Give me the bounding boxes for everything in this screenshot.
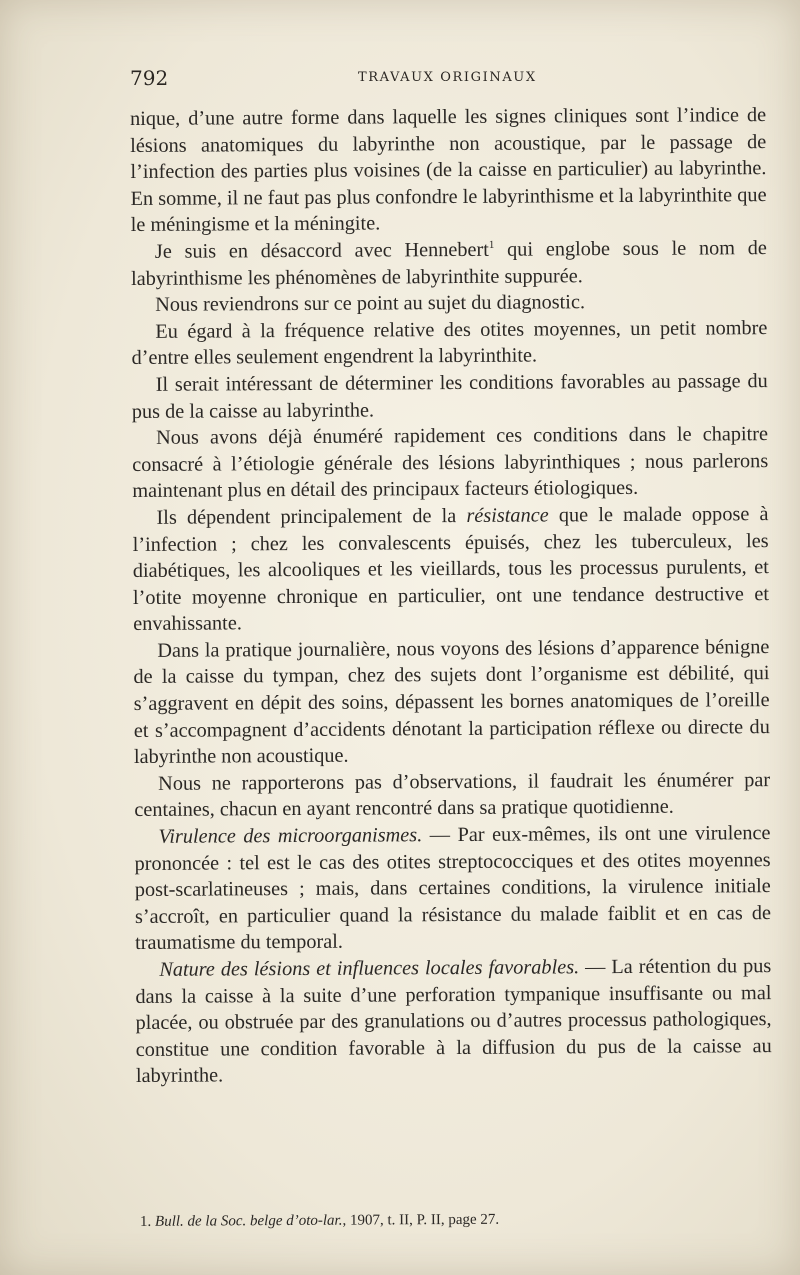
footnote-source: Bull. de la Soc. belge d’oto-lar. (154, 1212, 343, 1230)
paragraph (131, 235, 767, 292)
paragraph-text: Il serait intéressant de déterminer les conditions favorables au passage du pus de la caisse au labyrinthe. (131, 370, 768, 423)
paragraph-text: Ils dépendent principalement de la (156, 504, 467, 529)
paragraph-text: nique, d’une autre forme dans laquelle les signes cliniques sont l’indice de lésions anatomiques du labyrinthe non acoustique, par le passage de l’infection des parties plus voisines (de la caisse en particulier) au labyrinthe. En somme, il ne faut pas plus confondre le labyrinthisme et la labyrinthite que le méningisme et la méningite. (130, 104, 767, 237)
paragraph-text: Nous avons déjà énuméré rapidement ces conditions dans le chapitre consacré à l’étiologie générale des lésions labyrinthiques ; nous parlerons maintenant plus en détail des principaux facteurs étiologiques. (132, 423, 769, 503)
paragraph (134, 820, 771, 957)
italic-term: résistance (466, 504, 549, 527)
paragraph (130, 102, 767, 239)
page-header (130, 66, 766, 96)
paragraph-text: Je suis en désaccord avec Hennebert (154, 238, 489, 263)
footnote (140, 1210, 760, 1231)
page-number: 792 (130, 66, 169, 90)
running-head: TRAVAUX ORIGINAUX (358, 70, 537, 85)
paragraph (132, 368, 768, 425)
paragraph (132, 421, 768, 505)
paragraph-text: — La rétention du pus dans la caisse à la suite d’une perforation tympanique insuffisante ou mal placée, ou obstruée par des granulations ou d’autres processus pathologiques, constitue une condition favorable à la diffusion du pus de la caisse au labyrinthe. (135, 955, 772, 1088)
section-heading-italic: Nature des lésions et influences locales favorables. (159, 956, 580, 981)
section-heading-italic: Virulence des microorganismes. (158, 824, 423, 848)
paragraph-text: — Par eux-mêmes, ils ont une virulence prononcée : tel est le cas des otites streptococciques et des otites moyennes post-scarlatineuses ; mais, dans certaines conditions, la virulence initiale s’accroît, en particulier quand la résistance du malade faiblit et en cas de traumatisme du temporal. (134, 822, 772, 955)
paragraph (134, 767, 770, 824)
paragraph (131, 288, 767, 318)
paragraph-text: Nous reviendrons sur ce point au sujet du diagnostic. (155, 291, 586, 317)
paragraph-text: Eu égard à la fréquence relative des otites moyennes, un petit nombre d’entre elles seulement engendrent la labyrinthite. (131, 316, 768, 370)
paragraph (135, 953, 772, 1090)
paragraph-text: Nous ne rapporterons pas d’observations, il faudrait les énumérer par centaines, chacun en ayant rencontré dans sa pratique quotidienne. (134, 768, 771, 822)
footnote-marker: 1 (488, 238, 495, 252)
paragraph (131, 315, 767, 372)
paragraph-text: qui englobe sous le nom de labyrinthisme les phénomènes de labyrinthite suppurée. (130, 237, 767, 290)
paragraph (133, 634, 770, 771)
body-text (130, 102, 772, 1090)
footnote-number: 1. (139, 1213, 152, 1230)
paragraph (132, 501, 769, 638)
paragraph-text: Dans la pratique journalière, nous voyons des lésions d’apparence bénigne de la caisse du tympan, chez des sujets dont l’organisme est débilité, qui s’aggravent en dépit des soins, dépassent les bornes anatomiques de l’oreille et s’accompagnent d’accidents dénotant la participation réflexe ou directe du labyrinthe non acoustique. (133, 635, 770, 769)
footnote-text: , 1907, t. II, P. II, page 27. (342, 1211, 500, 1229)
paragraph-text: que le malade oppose à l’infection ; chez les convalescents épuisés, chez les tuberculeux, les diabétiques, les alcooliques et les vieillards, tous les processus purulents, et l’otite moyenne chronique en particulier, ont une tendance destructive et envahissante. (132, 503, 770, 636)
